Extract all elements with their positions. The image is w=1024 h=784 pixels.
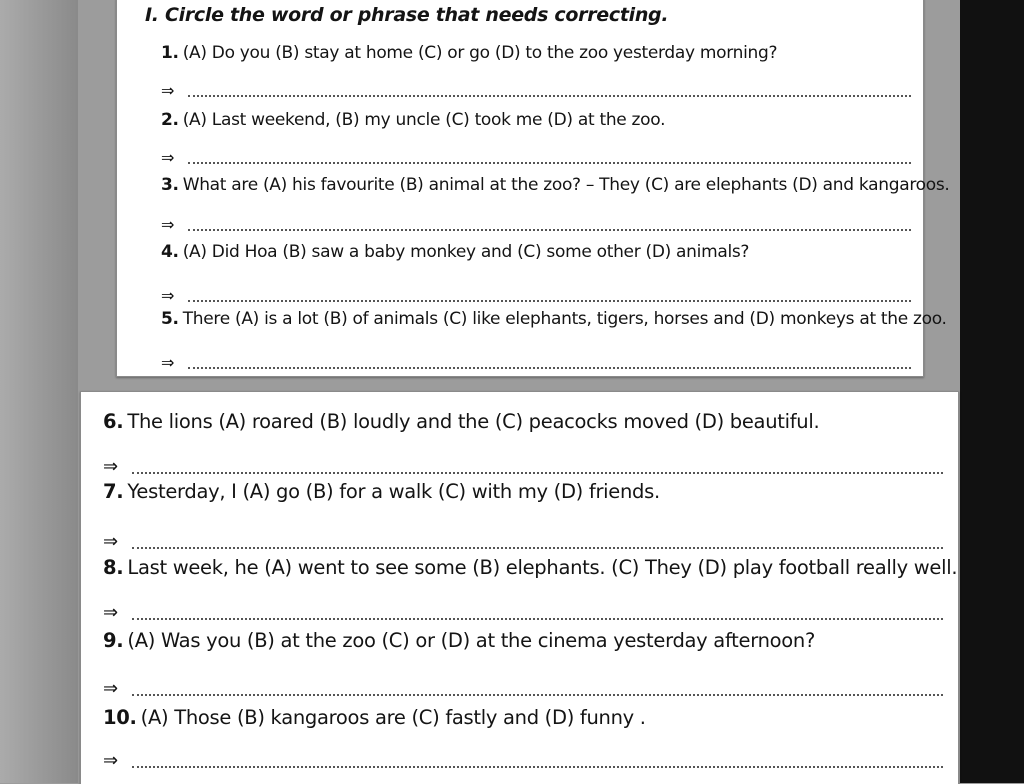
- answer-blank[interactable]: [188, 300, 911, 302]
- question-7: [103, 480, 660, 503]
- answer-line-8: [103, 604, 943, 622]
- answer-line-1: [161, 83, 911, 99]
- question-text: There (A) is a lot (B) of animals (C) like elephants, tigers, horses and (D) monkeys at the zoo.: [182, 309, 947, 329]
- worksheet-card-bottom: [80, 391, 959, 784]
- question-text: (A) Those (B) kangaroos are (C) fastly and (D) funny .: [140, 706, 646, 729]
- arrow-icon: ⇒: [103, 456, 119, 477]
- question-text: Yesterday, I (A) go (B) for a walk (C) with my (D) friends.: [127, 480, 660, 503]
- question-text: (A) Do you (B) stay at home (C) or go (D) to the zoo yesterday morning?: [182, 43, 778, 63]
- question-4: [161, 242, 749, 262]
- question-text: (A) Last weekend, (B) my uncle (C) took me (D) at the zoo.: [182, 110, 666, 130]
- question-9: [103, 629, 815, 652]
- question-2: [161, 110, 665, 130]
- question-text: The lions (A) roared (B) loudly and the (C) peacocks moved (D) beautiful.: [127, 410, 820, 433]
- answer-line-4: [161, 288, 911, 304]
- arrow-icon: ⇒: [161, 81, 175, 100]
- question-text: (A) Did Hoa (B) saw a baby monkey and (C) some other (D) animals?: [182, 242, 750, 262]
- question-1: [161, 43, 777, 63]
- question-number: 5.: [161, 309, 179, 329]
- answer-line-7: [103, 533, 943, 551]
- right-black-border: [960, 0, 1024, 783]
- question-3: [161, 175, 950, 195]
- question-number: 10.: [103, 706, 137, 729]
- question-number: 7.: [103, 480, 124, 503]
- answer-blank[interactable]: [132, 547, 943, 549]
- question-6: [103, 410, 819, 433]
- arrow-icon: ⇒: [161, 148, 175, 167]
- question-number: 6.: [103, 410, 124, 433]
- answer-blank[interactable]: [132, 766, 943, 768]
- answer-blank[interactable]: [188, 162, 911, 164]
- question-number: 2.: [161, 110, 179, 130]
- arrow-icon: ⇒: [103, 750, 119, 771]
- answer-line-10: [103, 752, 943, 770]
- arrow-icon: ⇒: [103, 531, 119, 552]
- answer-blank[interactable]: [132, 472, 943, 474]
- question-text: Last week, he (A) went to see some (B) elephants. (C) They (D) play football really well.: [127, 556, 958, 579]
- question-8: [103, 556, 957, 579]
- question-text: (A) Was you (B) at the zoo (C) or (D) at the cinema yesterday afternoon?: [127, 629, 816, 652]
- question-text: What are (A) his favourite (B) animal at the zoo? – They (C) are elephants (D) and kangaroos.: [182, 175, 950, 195]
- answer-line-2: [161, 150, 911, 166]
- arrow-icon: ⇒: [161, 353, 175, 372]
- question-number: 9.: [103, 629, 124, 652]
- answer-line-9: [103, 680, 943, 698]
- question-number: 8.: [103, 556, 124, 579]
- answer-blank[interactable]: [132, 694, 943, 696]
- answer-line-3: [161, 217, 911, 233]
- worksheet-card-top: [116, 0, 950, 377]
- answer-blank[interactable]: [188, 95, 911, 97]
- question-number: 4.: [161, 242, 179, 262]
- answer-blank[interactable]: [132, 618, 943, 620]
- worksheet-heading: I. Circle the word or phrase that needs correcting.: [145, 4, 669, 26]
- question-number: 1.: [161, 43, 179, 63]
- arrow-icon: ⇒: [103, 678, 119, 699]
- arrow-icon: ⇒: [103, 602, 119, 623]
- answer-blank[interactable]: [188, 229, 911, 231]
- question-5: [161, 309, 947, 329]
- question-number: 3.: [161, 175, 179, 195]
- question-10: [103, 706, 646, 729]
- left-background-frame: [0, 0, 78, 783]
- arrow-icon: ⇒: [161, 215, 175, 234]
- answer-blank[interactable]: [188, 367, 911, 369]
- answer-line-6: [103, 458, 943, 476]
- arrow-icon: ⇒: [161, 286, 175, 305]
- answer-line-5: [161, 355, 911, 371]
